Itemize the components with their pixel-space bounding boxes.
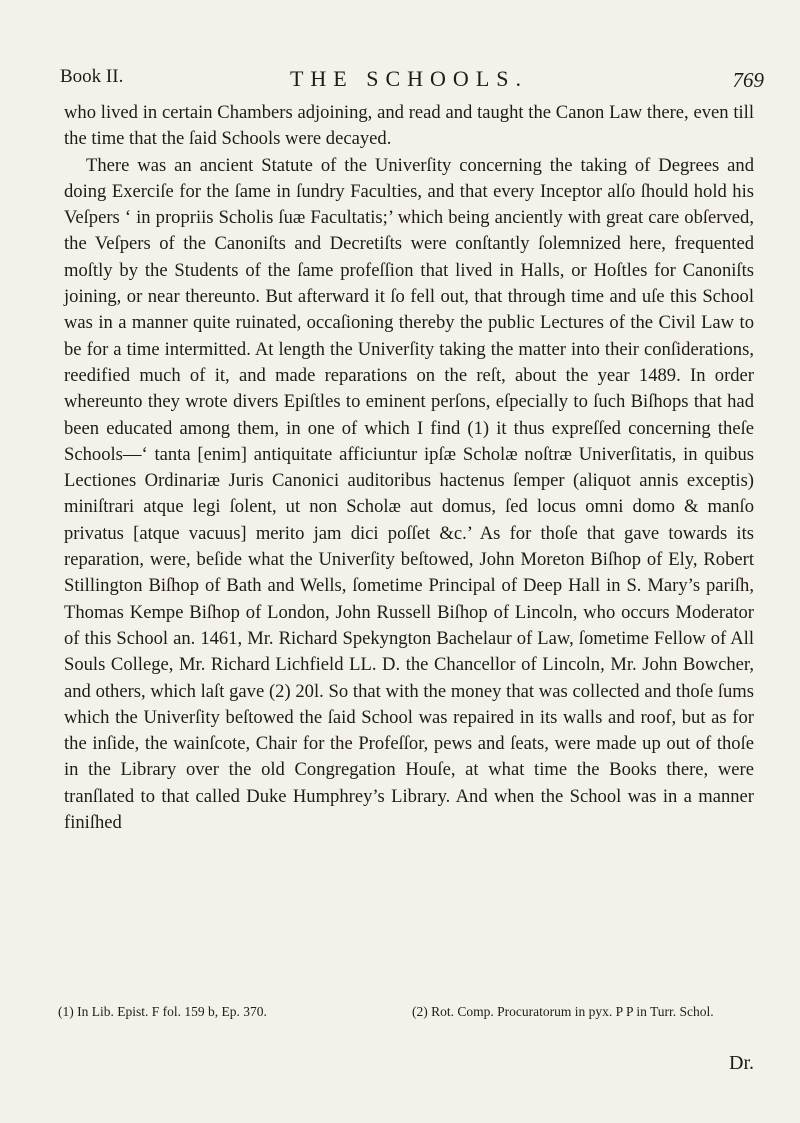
body-text xyxy=(64,100,754,836)
footnote: (2) Rot. Comp. Procuratorum in pyx. P P in Turr. Schol. xyxy=(412,1004,714,1019)
book-label: Book II. xyxy=(60,66,124,87)
footnote: (1) In Lib. Epist. F fol. 159 b, Ep. 370. xyxy=(58,1004,267,1019)
paragraph: There was an ancient Statute of the Univerſity concerning the taking of Degrees and doing Exerciſe for the ſame in ſundry Faculties, and that every Inceptor alſo ſhould hold his Veſpers ‘ in propriis Scholis ſuæ Facultatis;’ which being anciently with great care obſerved, the Veſpers of the Canoniſts and Decretiſts were conſtantly ſolemnized here, frequented moſtly by the Students of the ſame profeſſion that lived in Halls, or Hoſtles for Canoniſts joining, or near thereunto. But afterward it ſo fell out, that through time and uſe this School was in a manner quite ruinated, occaſioning thereby the public Lectures of the Civil Law to be for a time intermitted. At length the Univerſity taking the matter into their conſiderations, reedified much of it, and made reparations on the reſt, about the year 1489. In order whereunto they wrote divers Epiſtles to eminent perſons, eſpecially to ſuch Biſhops that had been educated among them, in one of which I find (1) it thus expreſſed concerning theſe Schools—‘ tanta [enim] antiquitate afficiuntur ipſæ Scholæ noſtræ Univerſitatis, in quibus Lectiones Ordinariæ Juris Canonici auditoribus hactenus ſemper (aliquot annis exceptis) miniſtrari atque legi ſolent, ut non Scholæ aut domus, ſed locus omni domo & manſo privatus [atque vacuus] merito jam dici poſſet &c.’ As for thoſe that gave towards its reparation, were, beſide what the Univerſity beſtowed, John Moreton Biſhop of Ely, Robert Stillington Biſhop of Bath and Wells, ſometime Principal of Deep Hall in S. Mary’s pariſh, Thomas Kempe Biſhop of London, John Russell Biſhop of Lincoln, who occurs Moderator of this School an. 1461, Mr. Richard Spekyngton Bachelaur of Law, ſometime Fellow of All Souls College, Mr. Richard Lichfield LL. D. the Chancellor of Lincoln, Mr. John Bowcher, and others, which laſt gave (2) 20l. So that with the money that was collected and thoſe ſums which the Univerſity beſtowed the ſaid School was repaired in its walls and roof, but as for the inſide, the wainſcote, Chair for the Profeſſor, pews and ſeats, were made up out of thoſe in the Library over the old Congregation Houſe, at what time the Books there, were tranſlated to that called Duke Humphrey’s Library. And when the School was in a manner finiſhed xyxy=(64,154,754,834)
running-head xyxy=(60,66,764,100)
paragraph: who lived in certain Chambers adjoining, and read and taught the Canon Law there, even till the time that the ſaid Schools were decayed. xyxy=(64,102,754,150)
page xyxy=(60,66,764,836)
catchword: Dr. xyxy=(729,1052,754,1074)
page-number: 769 xyxy=(732,68,764,92)
running-title: THE SCHOOLS. xyxy=(289,66,528,91)
